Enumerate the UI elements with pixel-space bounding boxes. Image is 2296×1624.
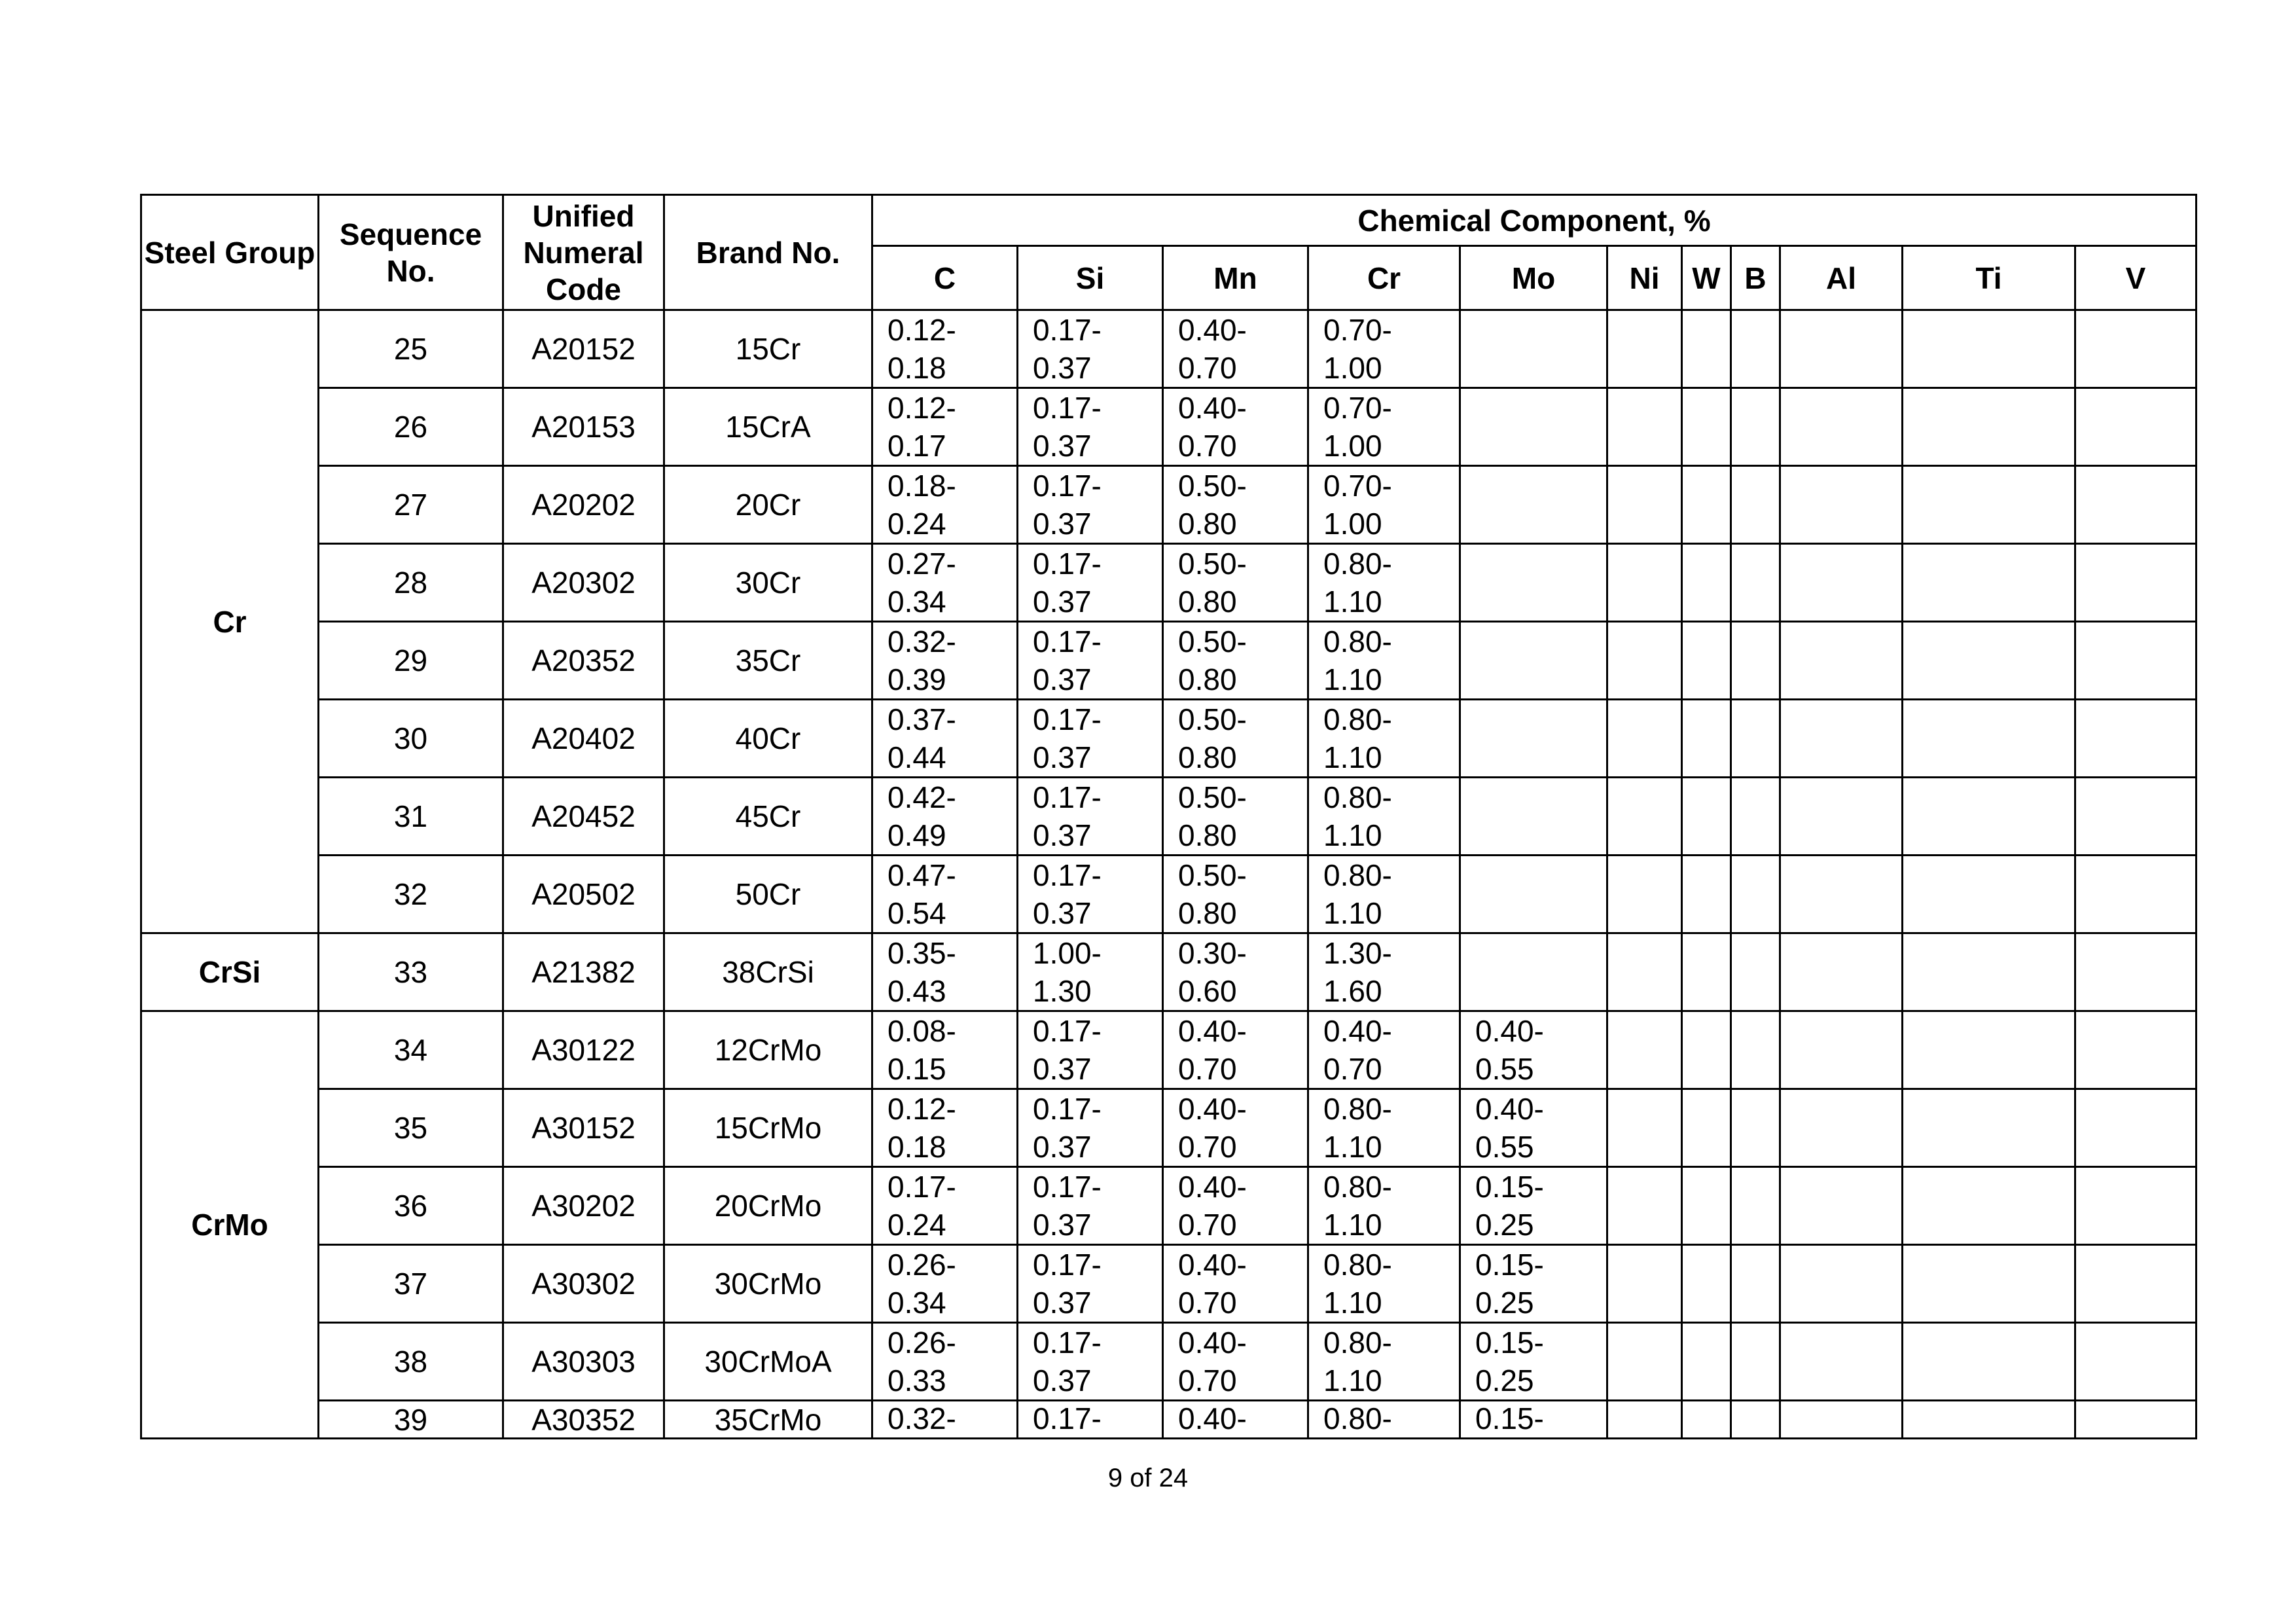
element-b-cell	[1731, 466, 1780, 544]
element-ni-cell	[1607, 1323, 1682, 1401]
element-b-cell	[1731, 1245, 1780, 1323]
element-ti-cell	[1903, 622, 2075, 700]
element-v-cell	[2075, 310, 2197, 388]
element-mn-cell: 0.30- 0.60	[1163, 933, 1308, 1011]
element-al-cell	[1780, 856, 1903, 933]
element-c-cell: 0.42- 0.49	[872, 778, 1018, 856]
element-mn-cell: 0.40- 0.70	[1163, 1089, 1308, 1167]
element-si-cell: 0.17- 0.37	[1018, 1323, 1163, 1401]
table-row	[141, 1245, 2197, 1323]
unified-code-cell: A30302	[503, 1245, 664, 1323]
element-b-cell	[1731, 310, 1780, 388]
element-v-cell	[2075, 933, 2197, 1011]
brand-no-cell: 35Cr	[664, 622, 872, 700]
header-element-mo: Mo	[1460, 246, 1607, 310]
steel-group-cell: CrMo	[141, 1011, 319, 1439]
table-row	[141, 700, 2197, 778]
element-si-cell: 0.17- 0.37	[1018, 310, 1163, 388]
table-row	[141, 544, 2197, 622]
header-steel-group: Steel Group	[141, 195, 319, 310]
table-row	[141, 1011, 2197, 1089]
element-w-cell	[1682, 622, 1731, 700]
element-mo-cell	[1460, 544, 1607, 622]
header-element-cr: Cr	[1308, 246, 1460, 310]
table-header	[141, 195, 2197, 310]
element-cr-cell: 1.30- 1.60	[1308, 933, 1460, 1011]
element-mn-cell: 0.50- 0.80	[1163, 622, 1308, 700]
element-si-cell: 0.17- 0.37	[1018, 388, 1163, 466]
element-mn-cell: 0.50- 0.80	[1163, 544, 1308, 622]
unified-code-cell: A20153	[503, 388, 664, 466]
element-cr-cell: 0.80- 1.10	[1308, 856, 1460, 933]
element-w-cell	[1682, 1089, 1731, 1167]
header-sequence-no: Sequence No.	[319, 195, 503, 310]
element-mn-cell: 0.40- 0.70	[1163, 1011, 1308, 1089]
element-si-cell: 0.17- 0.37	[1018, 778, 1163, 856]
brand-no-cell: 20CrMo	[664, 1167, 872, 1245]
element-si-cell: 0.17- 0.37	[1018, 1011, 1163, 1089]
element-v-cell	[2075, 544, 2197, 622]
element-mo-cell: 0.40- 0.55	[1460, 1011, 1607, 1089]
element-mo-cell: 0.15- 0.25	[1460, 1167, 1607, 1245]
element-b-cell	[1731, 1167, 1780, 1245]
element-ni-cell	[1607, 700, 1682, 778]
element-ti-cell	[1903, 1323, 2075, 1401]
table-row	[141, 388, 2197, 466]
element-b-cell	[1731, 622, 1780, 700]
sequence-no-cell: 34	[319, 1011, 503, 1089]
element-al-cell	[1780, 1167, 1903, 1245]
sequence-no-cell: 29	[319, 622, 503, 700]
steel-composition-table	[140, 194, 2197, 1439]
element-w-cell	[1682, 1011, 1731, 1089]
element-si-cell: 0.17- 0.37	[1018, 544, 1163, 622]
element-cr-cell: 0.40- 0.70	[1308, 1011, 1460, 1089]
element-si-cell: 0.17- 0.37	[1018, 1245, 1163, 1323]
element-al-cell	[1780, 933, 1903, 1011]
element-v-cell	[2075, 856, 2197, 933]
element-al-cell	[1780, 466, 1903, 544]
element-c-cell: 0.17- 0.24	[872, 1167, 1018, 1245]
element-cr-cell: 0.80-	[1308, 1401, 1460, 1439]
brand-no-cell: 15Cr	[664, 310, 872, 388]
element-c-cell: 0.35- 0.43	[872, 933, 1018, 1011]
unified-code-cell: A30152	[503, 1089, 664, 1167]
element-c-cell: 0.32- 0.39	[872, 622, 1018, 700]
element-cr-cell: 0.80- 1.10	[1308, 778, 1460, 856]
element-c-cell: 0.12- 0.18	[872, 310, 1018, 388]
element-c-cell: 0.32-	[872, 1401, 1018, 1439]
element-si-cell: 0.17- 0.37	[1018, 1167, 1163, 1245]
header-element-ni: Ni	[1607, 246, 1682, 310]
element-ti-cell	[1903, 1245, 2075, 1323]
element-cr-cell: 0.70- 1.00	[1308, 310, 1460, 388]
brand-no-cell: 50Cr	[664, 856, 872, 933]
element-ti-cell	[1903, 933, 2075, 1011]
element-c-cell: 0.12- 0.18	[872, 1089, 1018, 1167]
element-al-cell	[1780, 778, 1903, 856]
element-ni-cell	[1607, 388, 1682, 466]
brand-no-cell: 15CrMo	[664, 1089, 872, 1167]
header-element-c: C	[872, 246, 1018, 310]
unified-code-cell: A20452	[503, 778, 664, 856]
element-mo-cell	[1460, 856, 1607, 933]
element-si-cell: 0.17-	[1018, 1401, 1163, 1439]
element-mn-cell: 0.50- 0.80	[1163, 856, 1308, 933]
element-mo-cell: 0.15- 0.25	[1460, 1323, 1607, 1401]
element-ti-cell	[1903, 1167, 2075, 1245]
element-cr-cell: 0.80- 1.10	[1308, 1167, 1460, 1245]
element-al-cell	[1780, 310, 1903, 388]
element-v-cell	[2075, 1089, 2197, 1167]
element-mo-cell	[1460, 700, 1607, 778]
element-v-cell	[2075, 622, 2197, 700]
element-b-cell	[1731, 388, 1780, 466]
table-row	[141, 1089, 2197, 1167]
element-b-cell	[1731, 933, 1780, 1011]
element-ni-cell	[1607, 1167, 1682, 1245]
element-mn-cell: 0.40- 0.70	[1163, 1323, 1308, 1401]
element-v-cell	[2075, 466, 2197, 544]
steel-group-cell: CrSi	[141, 933, 319, 1011]
element-mo-cell: 0.40- 0.55	[1460, 1089, 1607, 1167]
sequence-no-cell: 32	[319, 856, 503, 933]
sequence-no-cell: 35	[319, 1089, 503, 1167]
header-row-1	[141, 195, 2197, 246]
element-ti-cell	[1903, 778, 2075, 856]
table-row	[141, 622, 2197, 700]
element-mn-cell: 0.40- 0.70	[1163, 1167, 1308, 1245]
element-cr-cell: 0.80- 1.10	[1308, 1089, 1460, 1167]
element-ni-cell	[1607, 1089, 1682, 1167]
element-mn-cell: 0.40- 0.70	[1163, 1245, 1308, 1323]
element-w-cell	[1682, 310, 1731, 388]
header-element-al: Al	[1780, 246, 1903, 310]
element-al-cell	[1780, 1245, 1903, 1323]
header-brand-no: Brand No.	[664, 195, 872, 310]
element-al-cell	[1780, 1089, 1903, 1167]
element-cr-cell: 0.80- 1.10	[1308, 544, 1460, 622]
header-element-b: B	[1731, 246, 1780, 310]
element-c-cell: 0.27- 0.34	[872, 544, 1018, 622]
element-si-cell: 0.17- 0.37	[1018, 622, 1163, 700]
table-row	[141, 933, 2197, 1011]
element-b-cell	[1731, 1089, 1780, 1167]
element-mo-cell	[1460, 310, 1607, 388]
element-al-cell	[1780, 388, 1903, 466]
element-ni-cell	[1607, 1011, 1682, 1089]
brand-no-cell: 38CrSi	[664, 933, 872, 1011]
element-w-cell	[1682, 388, 1731, 466]
element-ni-cell	[1607, 622, 1682, 700]
unified-code-cell: A30352	[503, 1401, 664, 1439]
element-mn-cell: 0.40- 0.70	[1163, 310, 1308, 388]
element-ni-cell	[1607, 1401, 1682, 1439]
header-element-si: Si	[1018, 246, 1163, 310]
element-w-cell	[1682, 544, 1731, 622]
sequence-no-cell: 28	[319, 544, 503, 622]
element-w-cell	[1682, 1401, 1731, 1439]
element-mn-cell: 0.50- 0.80	[1163, 700, 1308, 778]
header-chemical-component: Chemical Component, %	[872, 195, 2197, 246]
element-cr-cell: 0.70- 1.00	[1308, 388, 1460, 466]
element-al-cell	[1780, 700, 1903, 778]
element-si-cell: 0.17- 0.37	[1018, 856, 1163, 933]
element-c-cell: 0.12- 0.17	[872, 388, 1018, 466]
sequence-no-cell: 36	[319, 1167, 503, 1245]
element-mo-cell	[1460, 388, 1607, 466]
element-mn-cell: 0.40-	[1163, 1401, 1308, 1439]
table-body	[141, 310, 2197, 1439]
header-element-v: V	[2075, 246, 2197, 310]
header-element-w: W	[1682, 246, 1731, 310]
element-mo-cell	[1460, 778, 1607, 856]
element-ni-cell	[1607, 778, 1682, 856]
element-ti-cell	[1903, 310, 2075, 388]
element-w-cell	[1682, 700, 1731, 778]
element-al-cell	[1780, 622, 1903, 700]
element-mn-cell: 0.50- 0.80	[1163, 778, 1308, 856]
element-cr-cell: 0.80- 1.10	[1308, 1323, 1460, 1401]
element-mn-cell: 0.50- 0.80	[1163, 466, 1308, 544]
element-mo-cell	[1460, 933, 1607, 1011]
element-v-cell	[2075, 388, 2197, 466]
element-si-cell: 1.00- 1.30	[1018, 933, 1163, 1011]
table-row	[141, 1167, 2197, 1245]
element-v-cell	[2075, 1401, 2197, 1439]
element-ti-cell	[1903, 544, 2075, 622]
element-si-cell: 0.17- 0.37	[1018, 466, 1163, 544]
unified-code-cell: A30122	[503, 1011, 664, 1089]
header-unified-code: Unified Numeral Code	[503, 195, 664, 310]
unified-code-cell: A30303	[503, 1323, 664, 1401]
element-v-cell	[2075, 1245, 2197, 1323]
element-ti-cell	[1903, 466, 2075, 544]
element-ni-cell	[1607, 933, 1682, 1011]
unified-code-cell: A20302	[503, 544, 664, 622]
brand-no-cell: 40Cr	[664, 700, 872, 778]
sequence-no-cell: 31	[319, 778, 503, 856]
sequence-no-cell: 39	[319, 1401, 503, 1439]
element-v-cell	[2075, 1323, 2197, 1401]
element-mo-cell	[1460, 466, 1607, 544]
element-si-cell: 0.17- 0.37	[1018, 1089, 1163, 1167]
element-al-cell	[1780, 1401, 1903, 1439]
element-al-cell	[1780, 1323, 1903, 1401]
element-cr-cell: 0.80- 1.10	[1308, 622, 1460, 700]
element-si-cell: 0.17- 0.37	[1018, 700, 1163, 778]
sequence-no-cell: 33	[319, 933, 503, 1011]
element-c-cell: 0.08- 0.15	[872, 1011, 1018, 1089]
element-b-cell	[1731, 1011, 1780, 1089]
brand-no-cell: 30Cr	[664, 544, 872, 622]
element-v-cell	[2075, 1011, 2197, 1089]
brand-no-cell: 30CrMoA	[664, 1323, 872, 1401]
steel-group-cell: Cr	[141, 310, 319, 933]
element-cr-cell: 0.80- 1.10	[1308, 700, 1460, 778]
sequence-no-cell: 26	[319, 388, 503, 466]
table-row	[141, 856, 2197, 933]
brand-no-cell: 15CrA	[664, 388, 872, 466]
element-mo-cell	[1460, 622, 1607, 700]
table-row	[141, 1323, 2197, 1401]
table-row	[141, 1401, 2197, 1439]
element-w-cell	[1682, 856, 1731, 933]
brand-no-cell: 20Cr	[664, 466, 872, 544]
table-row	[141, 778, 2197, 856]
unified-code-cell: A30202	[503, 1167, 664, 1245]
element-ni-cell	[1607, 466, 1682, 544]
brand-no-cell: 12CrMo	[664, 1011, 872, 1089]
element-b-cell	[1731, 778, 1780, 856]
element-ni-cell	[1607, 544, 1682, 622]
unified-code-cell: A21382	[503, 933, 664, 1011]
element-ni-cell	[1607, 1245, 1682, 1323]
element-al-cell	[1780, 544, 1903, 622]
element-ni-cell	[1607, 856, 1682, 933]
element-v-cell	[2075, 700, 2197, 778]
sequence-no-cell: 37	[319, 1245, 503, 1323]
element-v-cell	[2075, 1167, 2197, 1245]
unified-code-cell: A20152	[503, 310, 664, 388]
element-b-cell	[1731, 544, 1780, 622]
element-c-cell: 0.37- 0.44	[872, 700, 1018, 778]
element-ti-cell	[1903, 700, 2075, 778]
element-w-cell	[1682, 933, 1731, 1011]
element-b-cell	[1731, 856, 1780, 933]
element-cr-cell: 0.80- 1.10	[1308, 1245, 1460, 1323]
element-w-cell	[1682, 778, 1731, 856]
sequence-no-cell: 25	[319, 310, 503, 388]
element-c-cell: 0.26- 0.33	[872, 1323, 1018, 1401]
element-w-cell	[1682, 1323, 1731, 1401]
element-b-cell	[1731, 700, 1780, 778]
element-b-cell	[1731, 1401, 1780, 1439]
unified-code-cell: A20202	[503, 466, 664, 544]
sequence-no-cell: 30	[319, 700, 503, 778]
sequence-no-cell: 38	[319, 1323, 503, 1401]
element-v-cell	[2075, 778, 2197, 856]
element-ti-cell	[1903, 1089, 2075, 1167]
brand-no-cell: 45Cr	[664, 778, 872, 856]
element-mo-cell: 0.15- 0.25	[1460, 1245, 1607, 1323]
element-b-cell	[1731, 1323, 1780, 1401]
element-cr-cell: 0.70- 1.00	[1308, 466, 1460, 544]
element-c-cell: 0.26- 0.34	[872, 1245, 1018, 1323]
element-al-cell	[1780, 1011, 1903, 1089]
element-w-cell	[1682, 466, 1731, 544]
page-number: 9 of 24	[1107, 1464, 1189, 1492]
header-element-mn: Mn	[1163, 246, 1308, 310]
element-ti-cell	[1903, 856, 2075, 933]
element-ti-cell	[1903, 1011, 2075, 1089]
unified-code-cell: A20402	[503, 700, 664, 778]
unified-code-cell: A20352	[503, 622, 664, 700]
element-w-cell	[1682, 1167, 1731, 1245]
element-mn-cell: 0.40- 0.70	[1163, 388, 1308, 466]
element-mo-cell: 0.15-	[1460, 1401, 1607, 1439]
element-ti-cell	[1903, 388, 2075, 466]
element-ti-cell	[1903, 1401, 2075, 1439]
table-row	[141, 466, 2197, 544]
unified-code-cell: A20502	[503, 856, 664, 933]
element-c-cell: 0.47- 0.54	[872, 856, 1018, 933]
header-element-ti: Ti	[1903, 246, 2075, 310]
brand-no-cell: 30CrMo	[664, 1245, 872, 1323]
element-ni-cell	[1607, 310, 1682, 388]
brand-no-cell: 35CrMo	[664, 1401, 872, 1439]
element-w-cell	[1682, 1245, 1731, 1323]
element-c-cell: 0.18- 0.24	[872, 466, 1018, 544]
sequence-no-cell: 27	[319, 466, 503, 544]
table-row	[141, 310, 2197, 388]
